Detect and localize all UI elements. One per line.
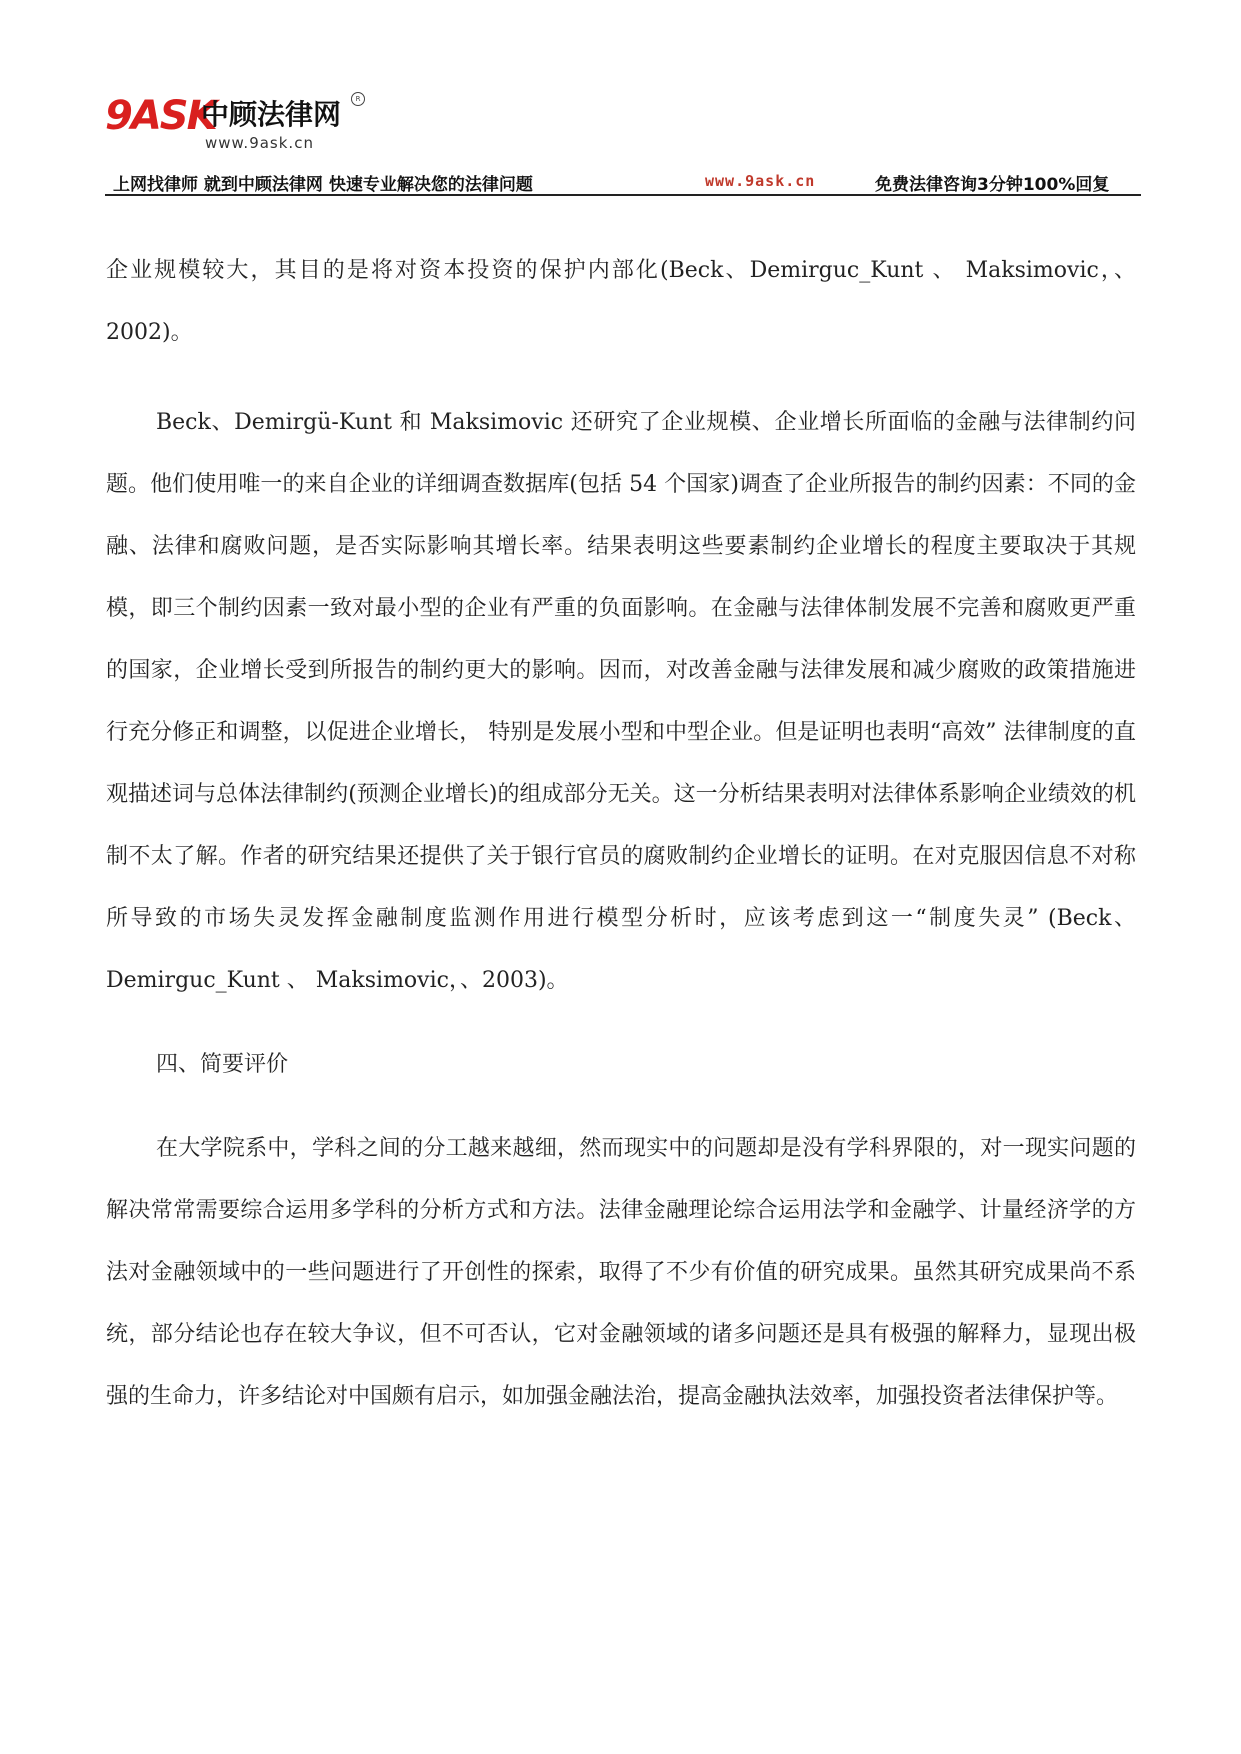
- section-heading: 四、简要评价: [156, 1052, 289, 1077]
- header-tagline: 上网找律师 就到中顾法律网 快速专业解决您的法律问题: [113, 175, 533, 195]
- registered-mark-icon: R: [351, 92, 365, 106]
- consult-text: 免费法律咨询3分钟100%回复: [875, 175, 1110, 195]
- document-body: [106, 240, 1136, 1428]
- logo-url: www.9ask.cn: [205, 134, 314, 152]
- paragraph-2: Beck、Demirgü-Kunt 和 Maksimovic 还研究了企业规模、企业增长所面临的金融与法律制约问题。他们使用唯一的来自企业的详细调查数据库(包括 54 个国家)调查了企业所报告的制约因素：不同的金融、法律和腐败问题，是否实际影响其增长率。结果表明这些要素制约企业增长的程度主要取决于其规模，即三个制约因素一致对最小型的企业有严重的负面影响。在金融与法律体制发展不完善和腐败更严重的国家，企业增长受到所报告的制约更大的影响。因而，对改善金融与法律发展和减少腐败的政策措施进行充分修正和调整，以促进企业增长， 特别是发展小型和中型企业。但是证明也表明“高效” 法律制度的直观描述词与总体法律制约(预测企业增长)的组成部分无关。这一分析结果表明对法律体系影响企业绩效的机制不太了解。作者的研究结果还提供了关于银行官员的腐败制约企业增长的证明。在对克服因信息不对称所导致的市场失灵发挥金融制度监测作用进行模型分析时，应该考虑到这一“制度失灵” (Beck、Demirguc_Kunt 、 Maksimovic，、2003)。: [106, 410, 1136, 993]
- paragraph-3: 在大学院系中，学科之间的分工越来越细，然而现实中的问题却是没有学科界限的，对一现实问题的解决常常需要综合运用多学科的分析方式和方法。法律金融理论综合运用法学和金融学、计量经济学的方法对金融领域中的一些问题进行了开创性的探索，取得了不少有价值的研究成果。虽然其研究成果尚不系统，部分结论也存在较大争议，但不可否认，它对金融领域的诸多问题还是具有极强的解释力，显现出极强的生命力，许多结论对中国颇有启示，如加强金融法治，提高金融执法效率，加强投资者法律保护等。: [106, 1136, 1136, 1409]
- logo-chinese-name: 中顾法律网: [201, 98, 342, 131]
- page-header: [105, 92, 1141, 202]
- logo-mark: 9ASK: [105, 93, 216, 139]
- paragraph-1: 企业规模较大，其目的是将对资本投资的保护内部化(Beck、Demirguc_Kunt 、 Maksimovic，、2002)。: [106, 258, 1136, 345]
- header-tagline-bar: [105, 170, 1141, 196]
- site-logo[interactable]: [105, 92, 405, 152]
- site-url-link[interactable]: www.9ask.cn: [705, 172, 816, 190]
